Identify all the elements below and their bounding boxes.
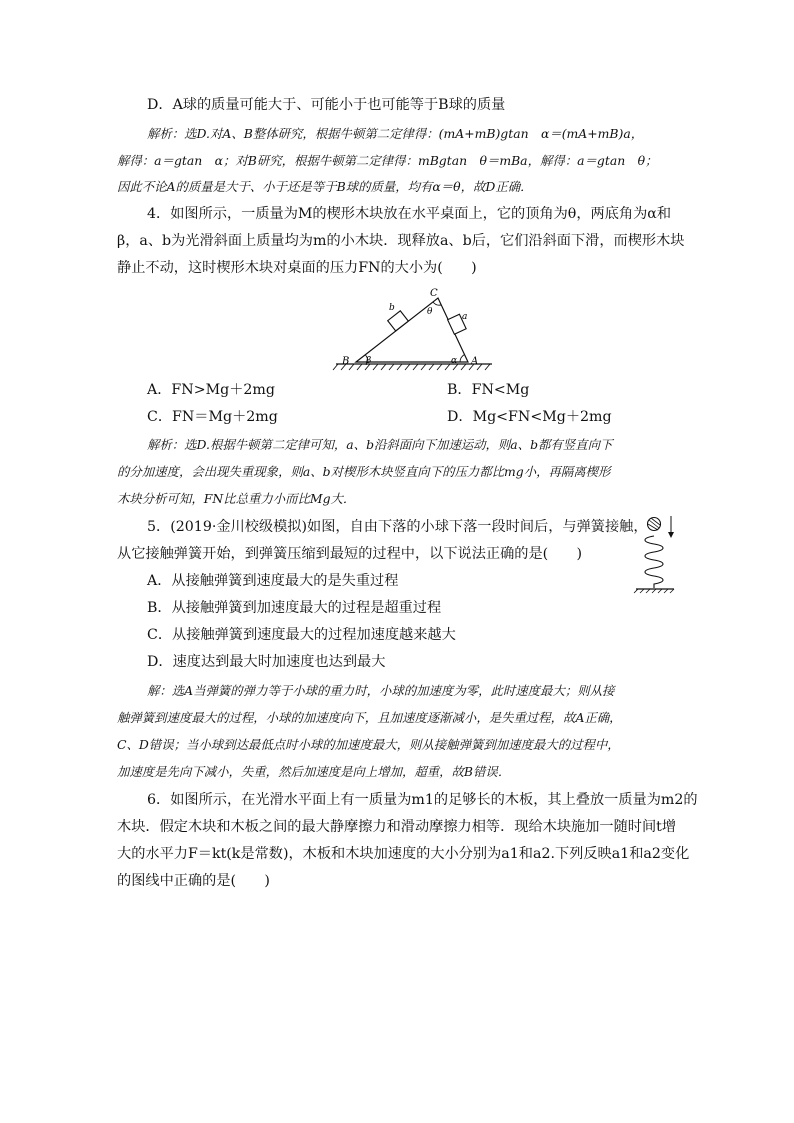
q4-analysis-line: 的分加速度，会出现失重现象，则a、b对楔形木块竖直向下的压力都比mg小，再隔离楔形 bbox=[117, 464, 611, 479]
q4-stem-line: 静止不动，这时楔形木块对桌面的压力FN的大小为( ) bbox=[117, 260, 477, 276]
q4-option-b[interactable]: B．FN<Mg bbox=[447, 382, 530, 398]
q5-analysis-line: 解：选A当弹簧的弹力等于小球的重力时，小球的加速度为零，此时速度最大；则从接 bbox=[147, 683, 615, 698]
prev-option-d: D．A球的质量可能大于、可能小于也可能等于B球的质量 bbox=[147, 97, 506, 113]
q5-option-b[interactable]: B．从接触弹簧到加速度最大的过程是超重过程 bbox=[147, 600, 442, 616]
q6-stem-line: 6．如图所示，在光滑水平面上有一质量为m1的足够长的木板，其上叠放一质量为m2的 bbox=[147, 792, 698, 808]
q5-option-d[interactable]: D．速度达到最大时加速度也达到最大 bbox=[147, 654, 386, 670]
prev-analysis-line: 解析：选D.对A、B整体研究，根据牛顿第二定律得：(mA+mB)gtan α＝(mA+mB)a， bbox=[147, 126, 644, 141]
label-vertex-a: A bbox=[471, 356, 479, 367]
q6-stem-line: 大的水平力F＝kt(k是常数)，木板和木块加速度的大小分别为a1和a2.下列反映a1和a2变化 bbox=[117, 846, 690, 862]
label-b: b bbox=[389, 303, 395, 313]
label-vertex-b: B bbox=[342, 356, 350, 367]
spring bbox=[645, 536, 663, 588]
label-beta: β bbox=[366, 356, 372, 366]
q6-stem-line: 的图线中正确的是( ) bbox=[117, 873, 270, 889]
q5-stem-line: 从它接触弹簧开始，到弹簧压缩到最短的过程中，以下说法正确的是( ) bbox=[117, 546, 583, 562]
q5-analysis-line: 加速度是先向下减小，失重，然后加速度是向上增加，超重，故B错误． bbox=[117, 764, 511, 779]
spring-figure bbox=[632, 514, 682, 594]
label-theta: θ bbox=[427, 307, 433, 317]
prev-analysis-line: 因此不论A的质量是大于、小于还是等于B球的质量，均有α＝θ，故D正确． bbox=[117, 179, 533, 194]
down-arrow-icon bbox=[668, 532, 674, 538]
q5-analysis-line: 触弹簧到速度最大的过程，小球的加速度向下，且加速度逐渐减小，是失重过程，故A正确， bbox=[117, 710, 622, 725]
block-b bbox=[388, 311, 409, 331]
q5-analysis-line: C、D错误；当小球到达最低点时小球的加速度最大，则从接触弹簧到加速度最大的过程中， bbox=[117, 737, 620, 752]
q5-option-a[interactable]: A．从接触弹簧到速度最大的是失重过程 bbox=[147, 573, 399, 589]
q4-stem-line: β，a、b为光滑斜面上质量均为m的小木块．现释放a、b后，它们沿斜面下滑，而楔形木块 bbox=[117, 233, 685, 249]
q5-option-c[interactable]: C．从接触弹簧到速度最大的过程加速度越来越大 bbox=[147, 627, 456, 643]
q4-stem-line: 4．如图所示，一质量为M的楔形木块放在水平桌面上，它的顶角为θ，两底角为α和 bbox=[147, 206, 672, 222]
q5-stem-line: 5．(2019·金川校级模拟)如图，自由下落的小球下落一段时间后，与弹簧接触， bbox=[147, 519, 648, 535]
wedge-figure bbox=[330, 284, 500, 374]
prev-analysis-line: 解得：a＝gtan α；对B研究，根据牛顿第二定律得：mBgtan θ＝mBa，解得：a＝gtan θ； bbox=[117, 153, 658, 168]
label-a: a bbox=[462, 312, 468, 322]
q4-option-c[interactable]: C．FN＝Mg＋2mg bbox=[147, 409, 278, 425]
label-alpha: α bbox=[451, 356, 458, 366]
q6-stem-line: 木块．假定木块和木板之间的最大静摩擦力和滑动摩擦力相等．现给木块施加一随时间t增 bbox=[117, 819, 677, 835]
q4-analysis-line: 解析：选D.根据牛顿第二定律可知，a、b沿斜面向下加速运动，则a、b都有竖直向下 bbox=[147, 437, 613, 452]
q4-option-a[interactable]: A．FN>Mg＋2mg bbox=[147, 382, 275, 398]
q4-analysis-line: 木块分析可知，FN比总重力小而比Mg大． bbox=[117, 491, 356, 506]
q4-option-d[interactable]: D．Mg<FN<Mg＋2mg bbox=[447, 409, 612, 425]
label-c: C bbox=[430, 288, 438, 299]
